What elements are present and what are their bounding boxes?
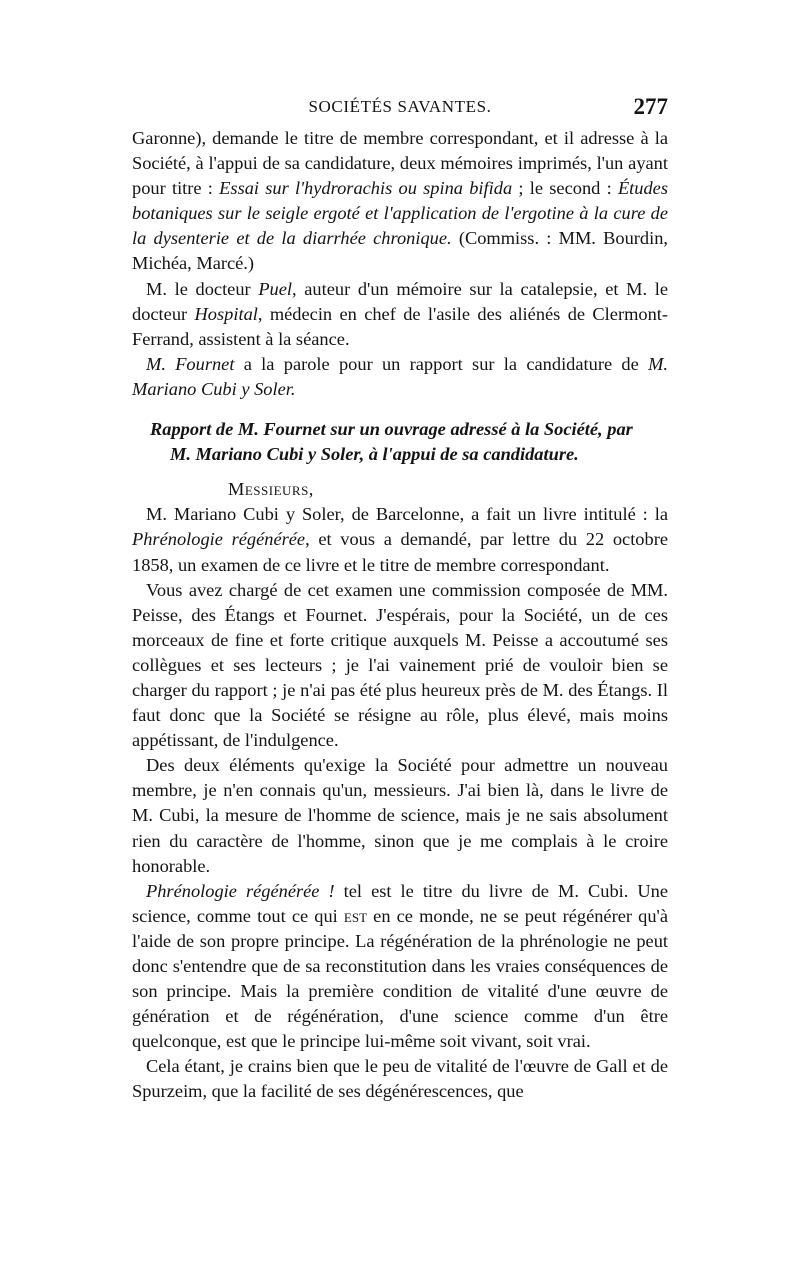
running-title: SOCIÉTÉS SAVANTES. (308, 97, 492, 116)
text-body (132, 126, 668, 1105)
name-cubi: M. Mariano Cubi y Soler. (132, 353, 668, 399)
paragraph-text: , auteur d'un mémoire sur la catalepsie, et M. le docteur (132, 278, 668, 324)
paragraph-text: tel est le titre du livre de M. Cubi. Une science, comme tout ce qui (132, 880, 669, 926)
emphasis-est: est (343, 905, 368, 926)
book-title-exclaim: Phrénologie régénérée ! (146, 880, 335, 901)
paragraph-text: ; le second : (512, 178, 618, 199)
paragraph-fournet (132, 352, 668, 402)
report-title-line-1: Rapport de M. Fournet sur un ouvrage adressé à la Société, par (150, 419, 633, 440)
paragraph-livre (132, 502, 668, 577)
paragraph-text: M. Mariano Cubi y Soler, de Barcelonne, a fait un livre intitulé : la (146, 504, 668, 525)
report-title (132, 417, 668, 467)
paragraph-text: M. le docteur (146, 278, 259, 299)
paragraph-text: Garonne), demande le titre de membre correspondant, et il adresse à la Société, à l'appui de sa candidature, deux mémoires imprimés, l'un ayant pour titre : (132, 128, 668, 199)
paragraph-commission: Vous avez chargé de cet examen une commission composée de MM. Peisse, des Étangs et Fournet. J'espérais, pour la Société, un de ces morceaux de fine et forte critique auxquels M. Peisse a accoutumé ses collègues et ses lecteurs ; je l'ai vainement prié de vouloir bien se charger du rapport ; je n'ai pas été plus heureux près de M. des Étangs. Il faut donc que la Société se résigne au rôle, plus élevé, mais moins appétissant, de l'indulgence. (132, 579, 668, 751)
page-number: 277 (633, 94, 668, 119)
report-title-line-2: M. Mariano Cubi y Soler, à l'appui de sa candidature. (170, 444, 579, 465)
name-hospital: Hospital (194, 303, 258, 324)
paragraph-text: a la parole pour un rapport sur la candidature de (234, 353, 649, 374)
book-title: Phrénologie régénérée (132, 529, 306, 550)
page-header (132, 92, 668, 122)
salutation: Messieurs, (228, 479, 314, 500)
paragraph-attendees (132, 277, 668, 352)
paragraph-cela-etant: Cela étant, je crains bien que le peu de vitalité de l'œuvre de Gall et de Spurzeim, que la facilité de ses dégénérescences, que (132, 1056, 668, 1102)
paragraph-text: , et vous a demandé, par lettre du 22 octobre 1858, un examen de ce livre et le titre de membre correspondant. (132, 529, 668, 575)
memoir-title-1: Essai sur l'hydrorachis ou spina bifida (219, 178, 513, 199)
paragraph-text: (Commiss. : MM. Bourdin, Michéa, Marcé.) (132, 228, 668, 274)
paragraph-text: en ce monde, ne se peut régénérer qu'à l'aide de son propre principe. La régénération de la phrénologie ne peut donc s'entendre que de sa reconstitution dans les vraies conséquences de son principe. Mais la première condition de vitalité d'une œuvre de génération et de régénération, d'une science comme d'un être quelconque, est que le principe lui-même soit vivant, soit vrai. (132, 905, 668, 1052)
paragraph-garonne (132, 126, 668, 277)
paragraph-text: , médecin en chef de l'asile des aliénés de Clermont-Ferrand, assistent à la séance. (132, 303, 669, 349)
name-puel: Puel (258, 278, 293, 299)
name-fournet: M. Fournet (146, 353, 235, 374)
memoir-title-2: Études botaniques sur le seigle ergoté et l'application de l'ergotine à la cure de la dysenterie et de la diarrhée chronique. (132, 178, 668, 249)
paragraph-elements: Des deux éléments qu'exige la Société pour admettre un nouveau membre, je n'en connais qu'un, messieurs. J'ai bien là, dans le livre de M. Cubi, la mesure de l'homme de science, mais je ne sais absolument rien du caractère de l'homme, sinon que je me complais à le croire honorable. (132, 755, 668, 876)
paragraph-regeneree (132, 879, 668, 1055)
